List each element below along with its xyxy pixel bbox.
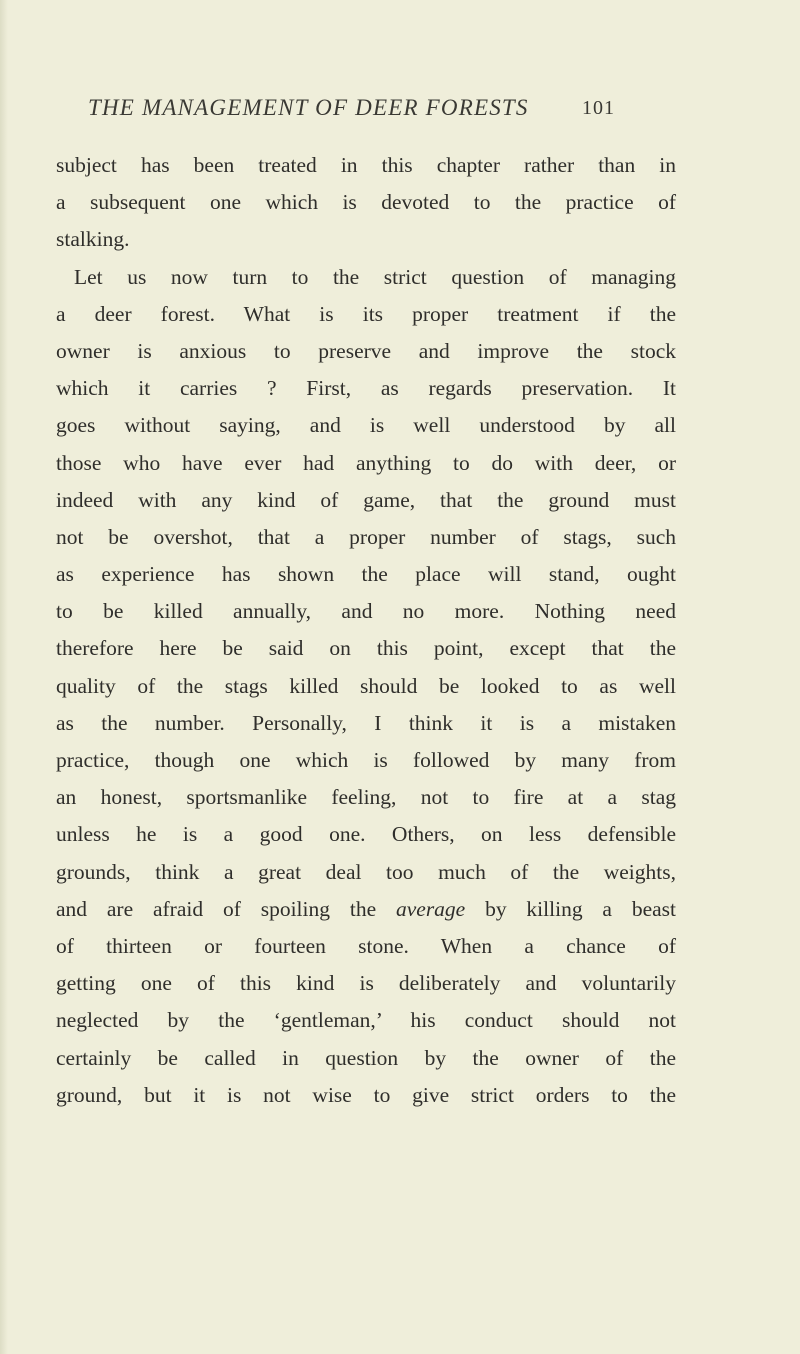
text-line: as the number. Personally, I think it is a mistaken (56, 710, 676, 735)
text-segment: by killing a beast (465, 896, 676, 921)
text-line: goes without saying, and is well understood by all (56, 413, 676, 438)
text-segment: and are afraid of spoiling the (56, 896, 396, 921)
running-title: THE MANAGEMENT OF DEER FORESTS (88, 95, 529, 120)
text-line: a subsequent one which is devoted to the practice of (56, 190, 676, 215)
text-line: stalking. (56, 227, 130, 252)
text-line: as experience has shown the place will stand, ought (56, 562, 676, 587)
text-line: grounds, think a great deal too much of the weights, (56, 859, 676, 884)
text-line: not be overshot, that a proper number of stags, such (56, 524, 676, 549)
italic-term: average (395, 896, 466, 921)
text-line: unless he is a good one. Others, on less defensible (56, 822, 676, 847)
page-number: 101 (582, 97, 615, 119)
text-line: which it carries ? First, as regards preservation. It (56, 376, 676, 401)
text-line: ground, but it is not wise to give strict orders to the (56, 1082, 676, 1107)
text-line: Let us now turn to the strict question of managing (74, 264, 676, 289)
text-line: to be killed annually, and no more. Nothing need (56, 599, 676, 624)
text-line: certainly be called in question by the owner of the (56, 1045, 676, 1070)
text-line: practice, though one which is followed by many from (56, 748, 676, 772)
text-line: owner is anxious to preserve and improve the stock (56, 338, 676, 363)
text-line: an honest, sportsmanlike feeling, not to fire at a stag (56, 785, 676, 810)
text-line: subject has been treated in this chapter rather than in (56, 153, 676, 177)
text-line-italic (56, 891, 676, 928)
text-line: those who have ever had anything to do with deer, or (56, 450, 676, 475)
text-line: quality of the stags killed should be looked to as well (56, 673, 676, 698)
text-line: therefore here be said on this point, except that the (56, 636, 676, 661)
text-line: indeed with any kind of game, that the ground must (56, 487, 676, 512)
text-line: getting one of this kind is deliberately and voluntarily (56, 971, 676, 996)
page-edge-shadow (0, 0, 8, 1354)
text-line: neglected by the ‘gentleman,’ his conduct should not (56, 1008, 676, 1033)
running-head (88, 95, 728, 135)
body-text (56, 147, 676, 1114)
text-line: a deer forest. What is its proper treatment if the (56, 301, 676, 326)
text-line: of thirteen or fourteen stone. When a chance of (56, 933, 676, 958)
